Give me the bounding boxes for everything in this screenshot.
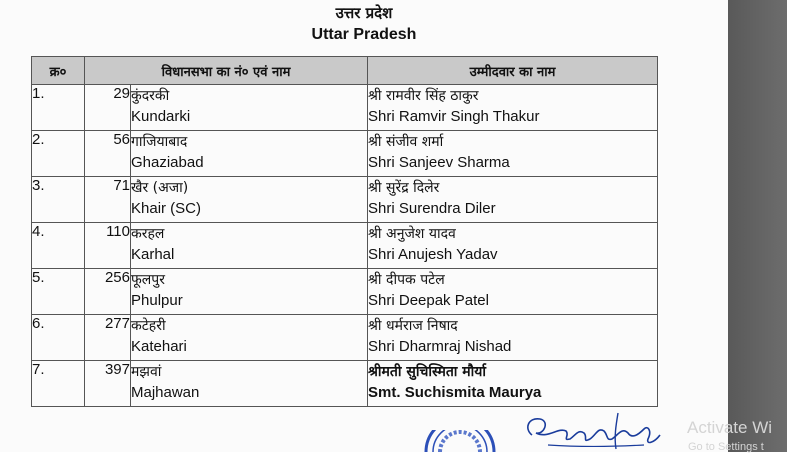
row-serial: 5.	[32, 269, 85, 315]
candidate-name	[368, 85, 658, 131]
constituency-name-hindi: गाजियाबाद	[131, 134, 188, 150]
header-candidate: उम्मीदवार का नाम	[368, 57, 658, 85]
candidate-name-english: Shri Dharmraj Nishad	[368, 338, 512, 355]
constituency-name-hindi: खैर (अजा)	[131, 180, 189, 196]
constituency-name-english: Ghaziabad	[131, 154, 204, 171]
constituency-name-english: Katehari	[131, 338, 187, 355]
table-row	[32, 315, 658, 361]
constituency-number: 56	[85, 131, 131, 177]
constituency-number: 277	[85, 315, 131, 361]
candidate-name-hindi: श्रीमती सुचिस्मिता मौर्या	[368, 364, 487, 380]
constituency-name	[131, 85, 368, 131]
candidate-name-hindi: श्री संजीव शर्मा	[368, 134, 444, 150]
row-serial: 4.	[32, 223, 85, 269]
candidate-name	[368, 131, 658, 177]
constituency-name-english: Majhawan	[131, 384, 200, 401]
constituency-number: 397	[85, 361, 131, 407]
dark-side-panel	[728, 0, 787, 452]
constituency-name	[131, 361, 368, 407]
candidate-name-hindi: श्री रामवीर सिंह ठाकुर	[368, 88, 479, 104]
constituency-name-hindi: कटेहरी	[131, 318, 166, 334]
handwritten-signature	[518, 405, 668, 452]
activate-windows-watermark: Activate Wi	[687, 418, 773, 437]
candidate-name	[368, 361, 658, 407]
constituency-name	[131, 177, 368, 223]
constituency-number: 110	[85, 223, 131, 269]
candidate-name-english: Shri Anujesh Yadav	[368, 246, 498, 263]
constituency-name	[131, 269, 368, 315]
constituency-name	[131, 223, 368, 269]
constituency-name	[131, 131, 368, 177]
state-title-hindi: उत्तर प्रदेश	[335, 4, 393, 22]
table-header-row	[32, 57, 658, 85]
candidate-name-hindi: श्री दीपक पटेल	[368, 272, 445, 288]
party-seal-stamp	[420, 430, 500, 452]
activate-windows-hint: Go to Settings t	[688, 441, 764, 453]
row-serial: 6.	[32, 315, 85, 361]
state-title-english: Uttar Pradesh	[311, 26, 417, 43]
row-serial: 2.	[32, 131, 85, 177]
table-row	[32, 85, 658, 131]
candidate-name-english: Shri Sanjeev Sharma	[368, 154, 510, 171]
row-serial: 7.	[32, 361, 85, 407]
table-row	[32, 269, 658, 315]
candidate-name	[368, 315, 658, 361]
table-row	[32, 223, 658, 269]
candidate-name	[368, 223, 658, 269]
table-row	[32, 131, 658, 177]
candidate-name	[368, 177, 658, 223]
candidate-table	[31, 56, 658, 407]
constituency-name-hindi: फूलपुर	[131, 272, 165, 288]
constituency-number: 29	[85, 85, 131, 131]
table-row	[32, 361, 658, 407]
candidate-name-english: Smt. Suchismita Maurya	[368, 384, 542, 401]
candidate-name-hindi: श्री अनुजेश यादव	[368, 226, 456, 242]
constituency-number: 71	[85, 177, 131, 223]
constituency-name-hindi: करहल	[131, 226, 165, 242]
constituency-name-english: Khair (SC)	[131, 200, 202, 217]
candidate-name	[368, 269, 658, 315]
row-serial: 3.	[32, 177, 85, 223]
candidate-name-english: Shri Deepak Patel	[368, 292, 489, 309]
candidate-name-hindi: श्री सुरेंद्र दिलेर	[368, 180, 440, 196]
header-constituency: विधानसभा का नं० एवं नाम	[85, 57, 368, 85]
candidate-name-english: Shri Ramvir Singh Thakur	[368, 108, 540, 125]
candidate-name-english: Shri Surendra Diler	[368, 200, 496, 217]
constituency-number: 256	[85, 269, 131, 315]
candidate-name-hindi: श्री धर्मराज निषाद	[368, 318, 458, 334]
table-row	[32, 177, 658, 223]
constituency-name-english: Phulpur	[131, 292, 183, 309]
constituency-name	[131, 315, 368, 361]
constituency-name-hindi: कुंदरकी	[131, 88, 170, 104]
row-serial: 1.	[32, 85, 85, 131]
constituency-name-english: Karhal	[131, 246, 175, 263]
constituency-name-english: Kundarki	[131, 108, 191, 125]
header-serial: क्र०	[32, 57, 85, 85]
constituency-name-hindi: मझवां	[131, 364, 162, 380]
